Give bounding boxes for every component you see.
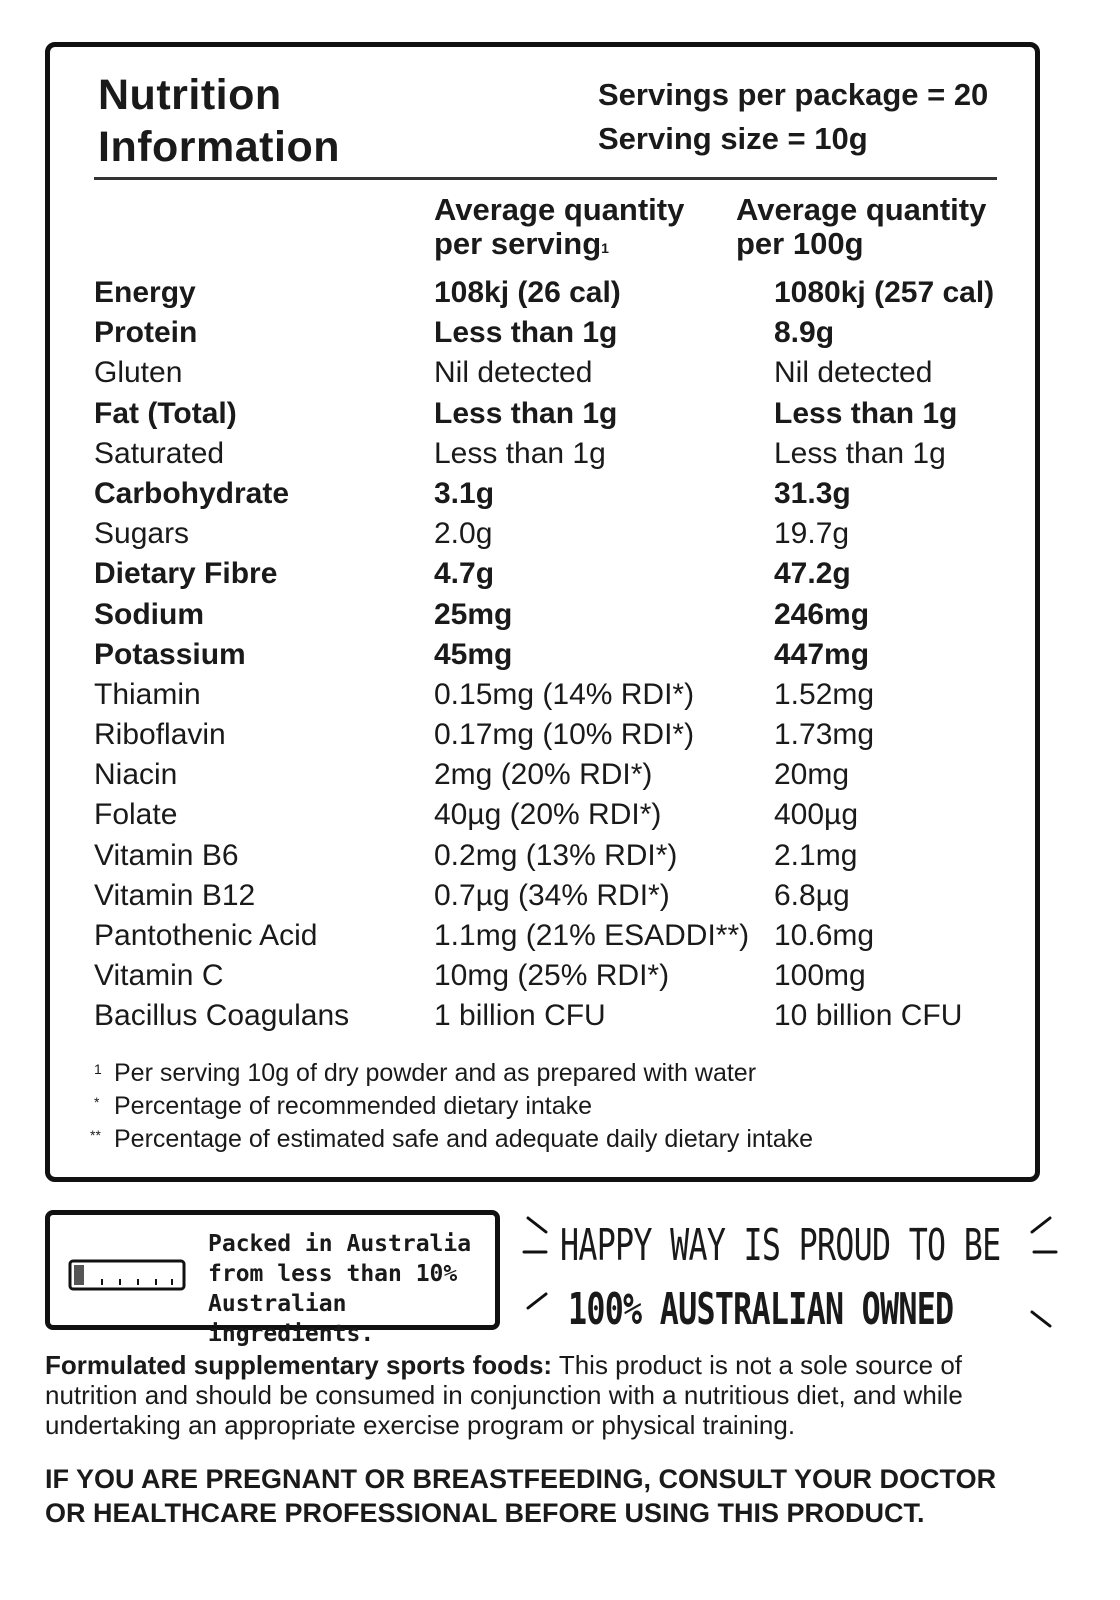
table-row [94,996,1034,1036]
per-100g-value: 447mg [774,637,870,671]
per-serving-value: 1.1mg (21% ESADDI**) [434,919,750,952]
table-row [94,916,1034,956]
per-100g-value: 246mg [774,597,870,631]
table-row [94,715,1034,755]
nutrient-name: Pantothenic Acid [94,919,318,952]
column-header-per-serving [434,193,684,261]
col-serving-line-1: Average quantity [434,192,685,227]
per-100g-value: Nil detected [774,356,933,390]
table-row [94,313,1034,353]
per-serving-value: 3.1g [434,476,495,510]
nutrient-name: Riboflavin [94,718,226,752]
servings-per-package: Servings per package = 20 [598,77,989,112]
per-serving-value: Less than 1g [434,316,618,350]
nutrition-panel [45,42,1040,1182]
table-row [94,434,1034,474]
per-100g-value: 20mg [774,758,850,792]
footnote [90,1123,814,1156]
packed-in-australia-box [45,1210,500,1347]
per-100g-value: Less than 1g [774,436,946,470]
warning-line-1: IF YOU ARE PREGNANT OR BREASTFEEDING, CONSULT YOUR DOCTOR [45,1464,997,1494]
per-100g-value: 1080kj (257 cal) [774,276,995,309]
nutrient-name: Niacin [94,758,178,792]
table-row [94,595,1034,635]
per-serving-value: 2mg (20% RDI*) [434,758,653,792]
per-serving-value: 0.7µg (34% RDI*) [434,878,670,912]
per-serving-value: 0.2mg (13% RDI*) [434,838,678,872]
per-100g-value: 10.6mg [774,919,875,952]
table-row [94,675,1034,715]
nutrient-name: Energy [94,276,196,309]
per-100g-value: 400µg [774,798,859,832]
per-100g-value: 47.2g [774,557,851,591]
nutrient-name: Folate [94,798,178,832]
header-divider [94,177,997,180]
table-row [94,394,1034,434]
per-serving-value: Less than 1g [434,436,606,470]
per-100g-value: 1.52mg [774,677,875,711]
nutrient-name: Dietary Fibre [94,557,278,591]
australian-owned-badge [520,1208,1060,1338]
nutrient-name: Fat (Total) [94,396,237,430]
table-row [94,956,1034,996]
serving-info [598,73,988,161]
footnote [94,1057,813,1090]
per-serving-value: 2.0g [434,517,493,551]
footnote-text: Percentage of estimated safe and adequate daily dietary intake [114,1125,814,1153]
nutrient-name: Sugars [94,517,190,551]
formulated-lead: Formulated supplementary sports foods: [45,1350,553,1380]
table-row [94,353,1034,393]
col-100g-line-2: per 100g [736,226,864,261]
per-100g-value: Less than 1g [774,396,958,430]
per-serving-value: 25mg [434,597,513,631]
proud-line-2: 100% AUSTRALIAN OWNED [568,1284,954,1335]
table-row [94,876,1034,916]
per-100g-value: 8.9g [774,316,835,350]
per-serving-value: 1 billion CFU [434,999,606,1033]
nutrient-name: Vitamin B12 [94,878,256,912]
packed-line-2: from less than 10% [208,1261,458,1287]
table-row [94,514,1034,554]
nutrient-name: Vitamin C [94,959,224,993]
per-serving-value: Less than 1g [434,396,618,430]
pregnancy-warning [45,1462,1065,1530]
per-serving-value: 45mg [434,637,513,671]
packed-line-1: Packed in Australia [208,1231,472,1257]
nutrient-name: Protein [94,316,198,350]
col-100g-line-1: Average quantity [736,192,987,227]
serving-size: Serving size = 10g [598,121,868,156]
per-serving-value: 10mg (25% RDI*) [434,959,670,993]
per-100g-value: 10 billion CFU [774,999,963,1033]
per-serving-value: 40µg (20% RDI*) [434,798,662,832]
nutrient-name: Saturated [94,436,225,470]
nutrient-name: Sodium [94,597,204,631]
column-header-per-100g [736,193,986,261]
table-row [94,273,1034,313]
nutrient-name: Carbohydrate [94,476,290,510]
title-line-1: Nutrition [98,71,282,119]
per-serving-value: 108kj (26 cal) [434,276,621,309]
footnote-mark: 1 [94,1061,102,1077]
packed-text [208,1229,495,1349]
nutrient-table [94,273,1034,1037]
title-line-2: Information [98,123,340,171]
footnote-mark: * [94,1094,100,1110]
table-row [94,795,1034,835]
formulated-statement [45,1350,1060,1440]
nutrient-name: Thiamin [94,677,201,711]
panel-title [98,69,340,173]
footnote-text: Percentage of recommended dietary intake [114,1092,593,1120]
per-serving-value: 0.17mg (10% RDI*) [434,718,695,752]
proud-line-1: HAPPY WAY IS PROUD TO BE [560,1220,1001,1271]
table-row [94,755,1034,795]
footnote-text: Per serving 10g of dry powder and as prepared with water [114,1059,757,1087]
per-100g-value: 19.7g [774,517,850,551]
per-100g-value: 6.8µg [774,878,850,912]
footnotes [90,1057,814,1156]
nutrient-name: Bacillus Coagulans [94,999,350,1033]
footnote-mark: ** [90,1127,101,1143]
per-100g-value: 2.1mg [774,838,858,872]
formulated-body: This product is not a sole source of nutrition and should be consumed in conjunction with a nutritious diet, and while undertaking an appropriate exercise program or physical training. [45,1350,963,1440]
col-serving-line-2: per serving [434,226,602,261]
table-row [94,554,1034,594]
per-100g-value: 1.73mg [774,718,875,752]
col-serving-footnote-mark: 1 [601,240,609,256]
per-100g-value: 31.3g [774,476,851,510]
per-serving-value: Nil detected [434,356,593,390]
footnote [94,1090,813,1123]
nutrient-name: Potassium [94,637,246,671]
warning-line-2: OR HEALTHCARE PROFESSIONAL BEFORE USING THIS PRODUCT. [45,1498,925,1528]
per-serving-value: 0.15mg (14% RDI*) [434,677,695,711]
ruler-bar-icon [68,1259,186,1291]
packed-line-3: Australian ingredients. [208,1291,375,1347]
nutrient-name: Gluten [94,356,183,390]
per-serving-value: 4.7g [434,557,495,591]
table-row [94,474,1034,514]
per-100g-value: 100mg [774,959,866,993]
table-row [94,635,1034,675]
nutrient-name: Vitamin B6 [94,838,239,872]
table-row [94,836,1034,876]
